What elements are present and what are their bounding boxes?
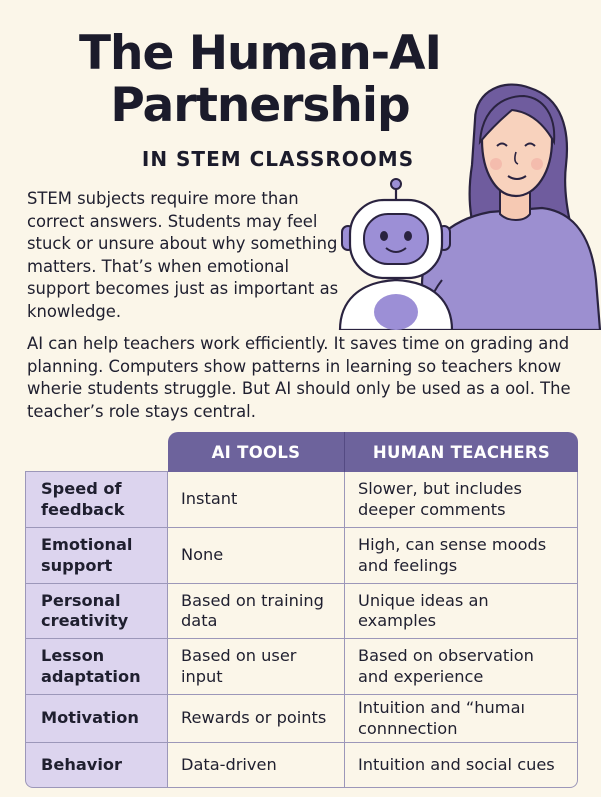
teacher-illustration [422,85,600,330]
human-cell: Intuition and social cues [345,743,578,788]
ai-cell: Data-driven [168,743,345,788]
table-row [25,584,578,639]
teacher-and-robot-illustration [330,80,601,330]
page-title: The Human-AI Partnership [78,26,442,133]
table-row [25,528,578,584]
table-row [25,695,578,743]
header-human-teachers: HUMAN TEACHERS [345,432,578,472]
ai-paragraph: AI can help teachers work efficiently. It saves time on grading and planning. Computers show patterns in learning so teachers know wherie students struggle. But AI should only be used as a ool. The teacher’s role stays central. [27,334,571,421]
human-cell: Slower, but includes deeper comments [345,472,578,528]
table-header-row [25,432,578,472]
ai-cell: Based on training data [168,584,345,639]
page-subtitle: IN STEM CLASSROOMS [141,147,415,171]
ai-cell: Rewards or points [168,695,345,743]
row-label: Behavior [25,743,168,788]
row-label: Emotional support [25,528,168,584]
robot-illustration [340,179,452,330]
human-cell: Unique ideas an examples [345,584,578,639]
ai-cell: Based on user input [168,639,345,695]
table-row [25,639,578,695]
row-label: Lesson adaptation [25,639,168,695]
header-ai-tools: AI TOOLS [168,432,345,472]
human-cell: High, can sense moods and feelings [345,528,578,584]
comparison-table [25,432,578,788]
human-cell: Intuition and “humaı connnection [345,695,578,743]
intro-paragraph: STEM subjects require more than correct answers. Students may feel stuck or unsure about why something matters. That’s when emotional support becomes just as important as knowledge. [27,189,339,321]
row-label: Motivation [25,695,168,743]
row-label: Personal creativity [25,584,168,639]
human-cell: Based on observation and experience [345,639,578,695]
ai-cell: Instant [168,472,345,528]
table-row [25,743,578,788]
row-label: Speed of feedback [25,472,168,528]
table-corner [25,432,168,472]
table-row [25,472,578,528]
ai-cell: None [168,528,345,584]
